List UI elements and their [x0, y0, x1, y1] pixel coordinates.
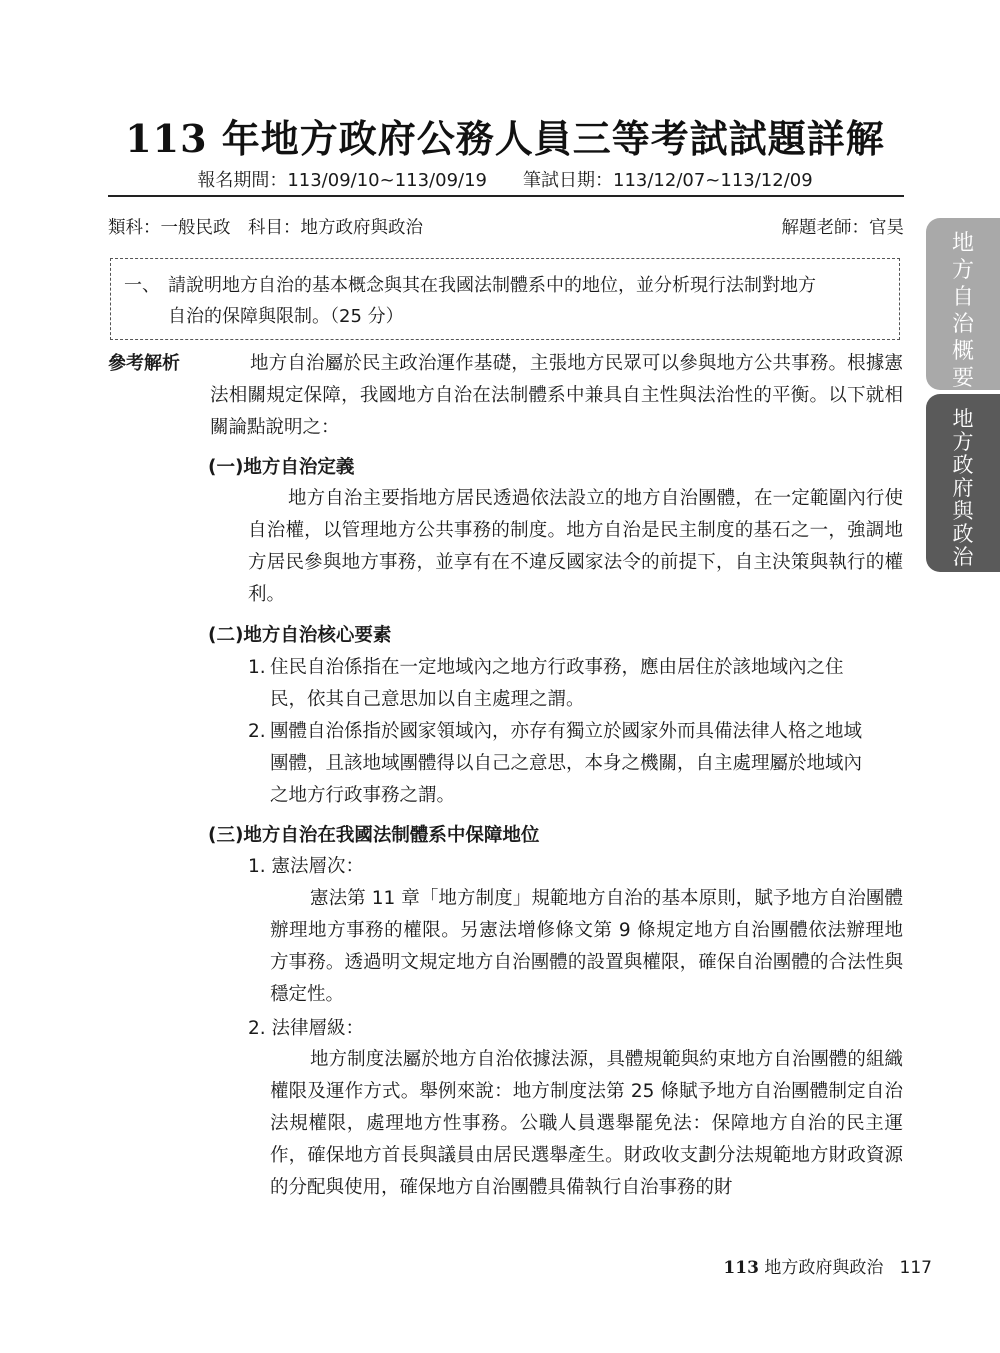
tab-char: 府	[952, 476, 974, 500]
answer-intro: 地方自治屬於民主政治運作基礎，主張地方民眾可以參與地方公共事務。根據憲法相關規定保障，我國地方自治在法制體系中兼具自主性與法治性的平衡。以下就相關論點說明之：	[210, 353, 903, 438]
section-3-item-1-heading: 1. 憲法層次：	[248, 856, 365, 877]
category-subject: 類科：一般民政 科目：地方政府與政治	[108, 218, 423, 238]
item-line: 民，依其自己意思加以自主處理之謂。	[270, 689, 585, 710]
question-text	[124, 270, 894, 332]
page-title: 113 年地方政府公務人員三等考試試題詳解	[125, 116, 885, 161]
footer-subject: 地方政府與政治	[758, 1258, 884, 1278]
item-number: 2.	[248, 721, 266, 742]
item-line: 住民自治係指在一定地域內之地方行政事務，應由居住於該地域內之住	[270, 657, 844, 678]
question-line-1: 請說明地方自治的基本概念與其在我國法制體系中的地位，並分析現行法制對地方	[168, 275, 816, 296]
page-footer	[723, 1256, 932, 1280]
tab-char: 方	[952, 430, 974, 454]
section-1-heading: (一)地方自治定義	[208, 457, 355, 478]
tab-char: 地	[952, 407, 974, 431]
section-2-item-2	[248, 716, 903, 812]
tab-char: 地	[951, 231, 974, 256]
tab-char: 要	[951, 366, 974, 391]
title-divider	[108, 195, 904, 197]
question-line-2: 自治的保障與限制。（25 分）	[168, 306, 404, 327]
item-line: 團體自治係指於國家領域內，亦存有獨立於國家外而具備法律人格之地域	[270, 721, 863, 742]
item-number: 1.	[248, 657, 266, 678]
tab-char: 政	[952, 453, 974, 477]
side-tab-local-government[interactable]	[926, 394, 1000, 572]
section-3-heading: (三)地方自治在我國法制體系中保障地位	[208, 825, 540, 846]
exam-period: 報名期間：113/09/10~113/09/19 筆試日期：113/12/07~113/12/09	[197, 170, 813, 191]
footer-year: 113	[723, 1258, 759, 1278]
item-line: 團體，且該地域團體得以自己之意思，本身之機關，自主處理屬於地域內	[270, 753, 863, 774]
tab-char: 概	[951, 339, 974, 364]
section-3-item-1-body: 憲法第 11 章「地方制度」規範地方自治的基本原則，賦予地方自治團體辦理地方事務的權限。另憲法增修條文第 9 條規定地方自治團體依法辦理地方事務。透過明文規定地方自治團體的設置與權限，確保自治團體的合法性與穩定性。	[270, 888, 903, 1005]
item-line: 之地方行政事務之謂。	[270, 785, 456, 806]
tab-char: 方	[951, 258, 974, 283]
teacher-name: 解題老師：官昊	[781, 218, 904, 238]
page-number: 117	[899, 1258, 932, 1278]
section-1-body: 地方自治主要指地方居民透過依法設立的地方自治團體，在一定範圍內行使自治權，以管理地方公共事務的制度。地方自治是民主制度的基石之一，強調地方居民參與地方事務，並享有在不違反國家法令的前提下，自主決策與執行的權利。	[248, 488, 903, 605]
tab-char: 與	[952, 499, 974, 523]
question-number: 一、	[124, 275, 160, 296]
tab-char: 政	[952, 522, 974, 546]
section-3-item-2-body: 地方制度法屬於地方自治依據法源，具體規範與約束地方自治團體的組織權限及運作方式。舉例來說：地方制度法第 25 條賦予地方自治團體制定自治法規權限，處理地方性事務。公職人員選舉罷免法：保障地方自治的民主運作，確保地方首長與議員由居民選舉產生。財政收支劃分法規範地方財政資源的分配與使用，確保地方自治團體具備執行自治事務的財	[270, 1049, 903, 1198]
section-3-item-2-heading: 2. 法律層級：	[248, 1018, 365, 1039]
section-2-item-1	[248, 652, 903, 716]
section-2-heading: (二)地方自治核心要素	[208, 625, 392, 646]
answer-label: 參考解析	[108, 353, 180, 374]
tab-char: 治	[951, 312, 974, 337]
side-tab-overview[interactable]	[926, 218, 1000, 390]
tab-char: 治	[952, 545, 974, 569]
tab-char: 自	[951, 285, 974, 310]
